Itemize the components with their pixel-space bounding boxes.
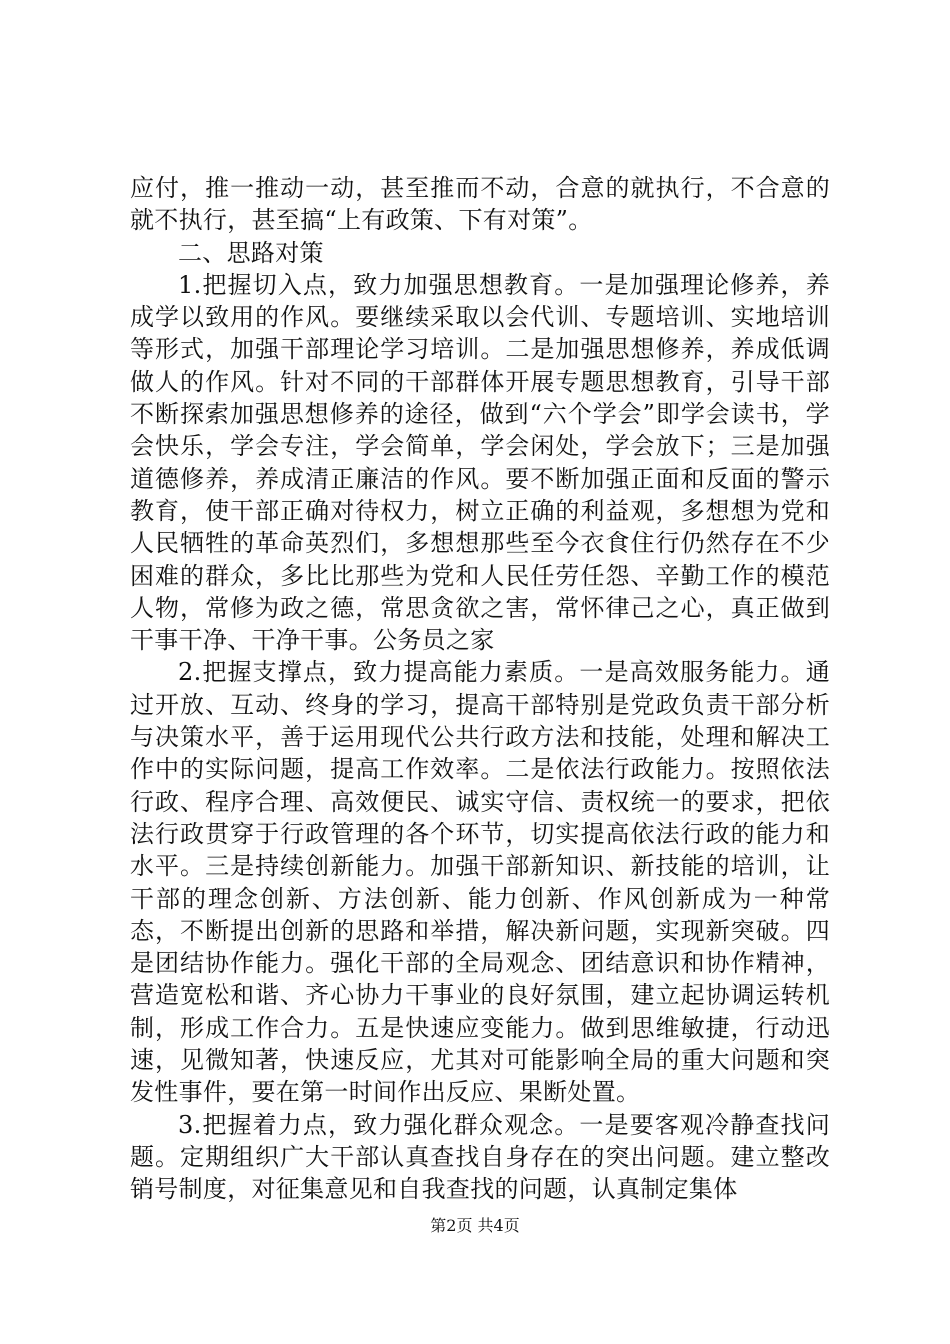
- page-number-footer: 第2页 共4页: [430, 1216, 520, 1235]
- paragraph-item-3: 3.把握着力点，致力强化群众观念。一是要客观冷静查找问题。定期组织广大干部认真查找自身存在的突出问题。建立整改销号制度，对征集意见和自我查找的问题，认真制定集体: [130, 1110, 830, 1204]
- paragraph-item-1: 1.把握切入点，致力加强思想教育。一是加强理论修养，养成学以致用的作风。要继续采取以会代训、专题培训、实地培训等形式，加强干部理论学习培训。二是加强思想修养，养成低调做人的作风。针对不同的干部群体开展专题思想教育，引导干部不断探索加强思想修养的途径，做到“六个学会”即学会读书，学会快乐，学会专注，学会简单，学会闲处，学会放下；三是加强道德修养，养成清正廉洁的作风。要不断加强正面和反面的警示教育，使干部正确对待权力，树立正确的利益观，多想想为党和人民牺牲的革命英烈们，多想想那些至今衣食住行仍然存在不少困难的群众，多比比那些为党和人民任劳任怨、辛勤工作的模范人物，常修为政之德，常思贪欲之害，常怀律己之心，真正做到干事干净、干净干事。公务员之家: [130, 270, 830, 655]
- paragraph-item-2: 2.把握支撑点，致力提高能力素质。一是高效服务能力。通过开放、互动、终身的学习，提高干部特别是党政负责干部分析与决策水平，善于运用现代公共行政方法和技能，处理和解决工作中的实际问题，提高工作效率。二是依法行政能力。按照依法行政、程序合理、高效便民、诚实守信、责权统一的要求，把依法行政贯穿于行政管理的各个环节，切实提高依法行政的能力和水平。三是持续创新能力。加强干部新知识、新技能的培训，让干部的理念创新、方法创新、能力创新、作风创新成为一种常态，不断提出创新的思路和举措，解决新问题，实现新突破。四是团结协作能力。强化干部的全局观念、团结意识和协作精神，营造宽松和谐、齐心协力干事业的良好氛围，建立起协调运转机制，形成工作合力。五是快速应变能力。做到思维敏捷，行动迅速，见微知著，快速反应，尤其对可能影响全局的重大问题和突发性事件，要在第一时间作出反应、果断处置。: [130, 658, 830, 1107]
- paragraph-continuation: 应付，推一推动一动，甚至推而不动，合意的就执行，不合意的就不执行，甚至搞“上有政策、下有对策”。: [130, 174, 830, 235]
- section-heading: 二、思路对策: [178, 238, 324, 267]
- document-body: [130, 172, 830, 1206]
